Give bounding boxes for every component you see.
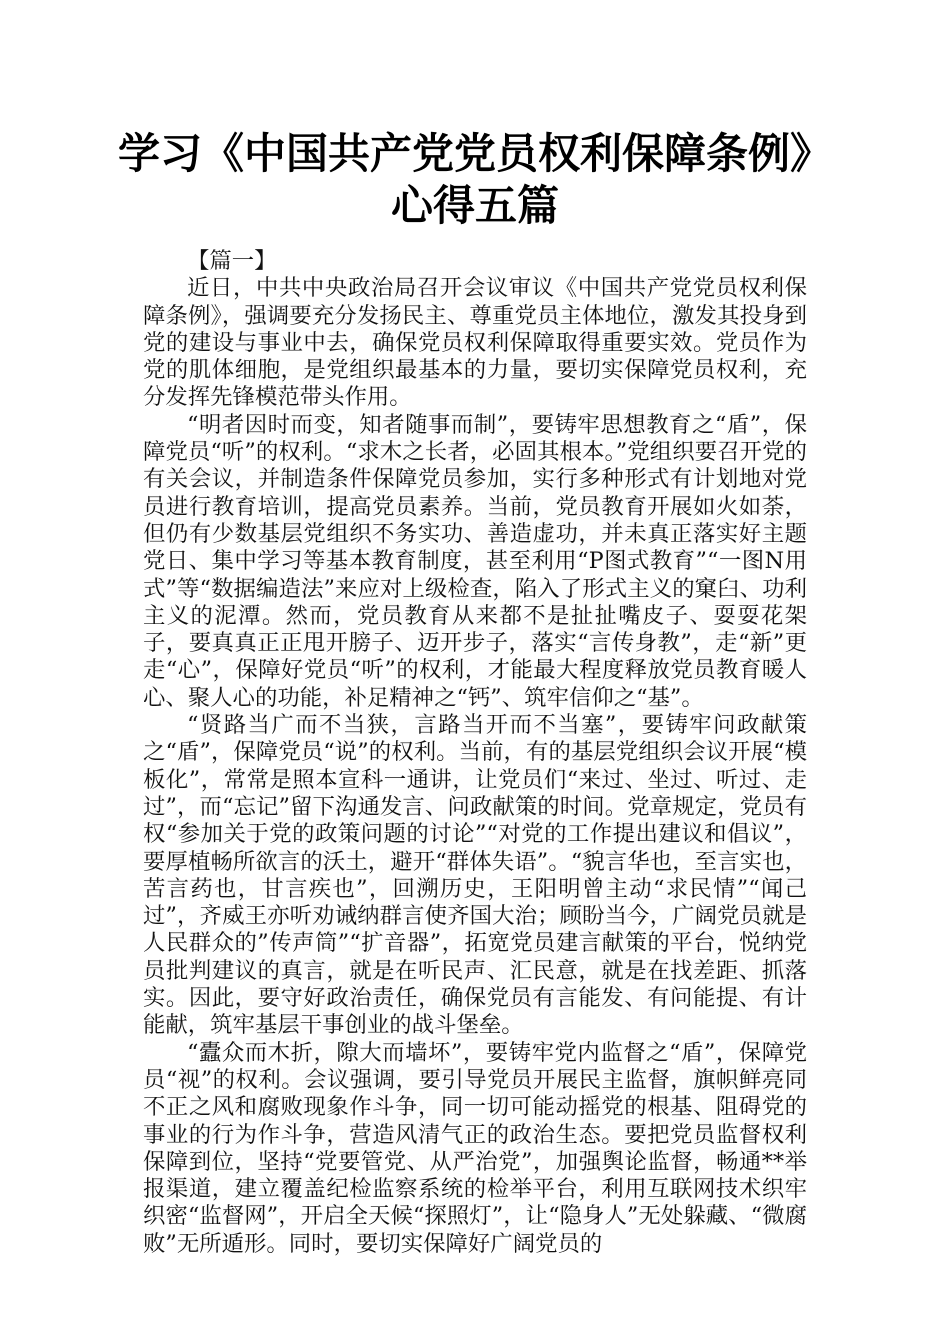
document-title-line2: 心得五篇	[390, 181, 559, 230]
body-paragraph: “贤路当广而不当狭，言路当开而不当塞”，要铸牢问政献策之“盾”，保障党员“说”的权利。当前，有的基层党组织会议开展“模板化”，常常是照本宣科一通讲，让党员们“来过、坐过、听过、走过”，而“忘记”留下沟通发言、问政献策的时间。党章规定，党员有权“参加关于党的政策问题的讨论”“对党的工作提出建议和倡议”，要厚植畅所欲言的沃土，避开“群体失语”。“貌言华也，至言实也，苦言药也，甘言疾也”，回溯历史，王阳明曾主动“求民情”“闻己过”，齐威王亦听劝诫纳群言使齐国大治；顾盼当今，广阔党员就是人民群众的”传声筒”“扩音器”，拓宽党员建言献策的平台，悦纳党员批判建议的真言，就是在听民声、汇民意，就是在找差距、抓落实。因此，要守好政治责任，确保党员有言能发、有问能提、有计能献，筑牢基层干事创业的战斗堡垒。	[143, 712, 807, 1039]
body-paragraph: “蠹众而木折，隙大而墙坏”，要铸牢党内监督之“盾”，保障党员“视”的权利。会议强调，要引导党员开展民主监督，旗帜鲜亮同不正之风和腐败现象作斗争，同一切可能动摇党的根基、阻碍党的事业的行为作斗争，营造风清气正的政治生态。要把党员监督权利保障到位，坚持“党要管党、从严治党”，加强舆论监督，畅通**举报渠道，建立覆盖纪检监察系统的检举平台，利用互联网技术织牢织密“监督网”，开启全天候“探照灯”，让“隐身人”无处躲藏、“微腐败”无所遁形。同时，要切实保障好广阔党员的	[143, 1039, 807, 1257]
document-title-line1: 学习《中国共产党党员权利保障条例》	[117, 129, 832, 178]
body-paragraph: “明者因时而变，知者随事而制”，要铸牢思想教育之“盾”，保障党员“听”的权利。“求木之长者，必固其根本。”党组织要召开党的有关会议，并制造条件保障党员参加，实行多种形式有计划地对党员进行教育培训，提高党员素养。当前，党员教育开展如火如荼，但仍有少数基层党组织不务实功、善造虚功，并未真正落实好主题党日、集中学习等基本教育制度，甚至利用“P图式教育”“一图N用式”等“数据编造法”来应对上级检查，陷入了形式主义的窠臼、功利主义的泥潭。然而，党员教育从来都不是扯扯嘴皮子、耍耍花架子，要真真正正甩开膀子、迈开步子，落实“言传身教”，走“新”更走“心”，保障好党员“听”的权利，才能最大程度释放党员教育暖人心、聚人心的功能，补足精神之“钙”、筑牢信仰之“基”。	[143, 411, 807, 711]
body-paragraph: 近日，中共中央政治局召开会议审议《中国共产党党员权利保障条例》，强调要充分发扬民主、尊重党员主体地位，激发其投身到党的建设与事业中去，确保党员权利保障取得重要实效。党员作为党的肌体细胞，是党组织最基本的力量，要切实保障党员权利，充分发挥先锋模范带头作用。	[143, 275, 807, 411]
section-label: 【篇一】	[187, 248, 277, 274]
document-body	[143, 248, 807, 1258]
